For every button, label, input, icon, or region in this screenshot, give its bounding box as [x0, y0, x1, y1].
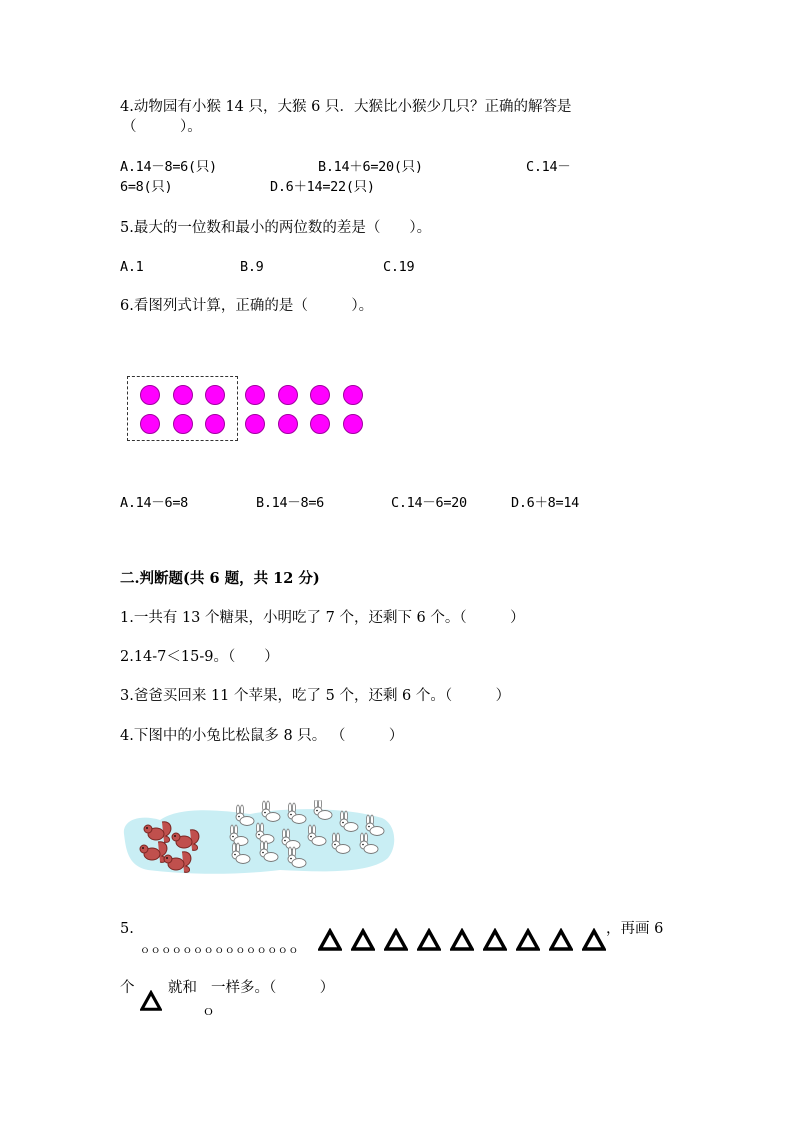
triangle-icon — [582, 928, 606, 952]
q4-option-a: A.14－8=6(只) — [120, 159, 217, 175]
q4-option-d: D.6＋14=22(只) — [270, 179, 375, 195]
section-heading: 二.判断题(共 6 题，共 12 分) — [120, 570, 320, 587]
small-circle: ｏ — [202, 1004, 216, 1019]
triangle-icon — [384, 928, 408, 952]
triangle-icon — [450, 928, 474, 952]
magenta-circle — [245, 414, 265, 434]
judge-4: 4.下图中的小兔比松鼠多 8 只。 （ ） — [120, 728, 404, 744]
q6-option-b: B.14－8=6 — [256, 495, 324, 511]
triangle-icon — [549, 928, 573, 952]
triangle-icon — [483, 928, 507, 952]
judge-5-line2-b: 就和 — [168, 980, 197, 996]
triangle-icon — [140, 990, 162, 1012]
q6-text: 6.看图列式计算，正确的是（ ）。 — [120, 298, 374, 314]
q5-option-c: C.19 — [383, 259, 415, 275]
small-circles-row: ｏｏｏｏｏｏｏｏｏｏｏｏｏｏｏ — [140, 945, 299, 956]
triangle-icon — [417, 928, 441, 952]
judge-3: 3.爸爸买回来 11 个苹果，吃了 5 个，还剩 6 个。（ ） — [120, 688, 511, 704]
q4-option-c: C.14－ — [526, 159, 571, 175]
magenta-circle — [140, 385, 160, 405]
triangle-icon — [318, 928, 342, 952]
triangle-row — [318, 928, 606, 952]
magenta-circle — [173, 414, 193, 434]
judge-5-line2-a: 个 — [120, 980, 135, 996]
magenta-circle — [245, 385, 265, 405]
judge-5-line2-c: 一样多。（ ） — [211, 980, 335, 996]
magenta-circle — [310, 385, 330, 405]
q5-text: 5.最大的一位数和最小的两位数的差是（ ）。 — [120, 220, 432, 236]
q4-text: 4.动物园有小猴 14 只，大猴 6 只．大猴比小猴少几只？正确的解答是 — [120, 99, 572, 115]
magenta-circle — [343, 385, 363, 405]
triangle-icon — [516, 928, 540, 952]
q5-option-b: B.9 — [240, 259, 264, 275]
q4-option-c-cont: 6=8(只) — [120, 179, 173, 195]
magenta-circle — [278, 385, 298, 405]
q6-option-c: C.14－6=20 — [391, 495, 467, 511]
q4-blank: （ ）。 — [122, 119, 202, 135]
q6-option-a: A.14－6=8 — [120, 495, 188, 511]
judge-2: 2.14-7＜15-9。（ ） — [120, 649, 279, 665]
judge-5-tail: ，再画 6 — [606, 921, 664, 937]
magenta-circle — [173, 385, 193, 405]
triangle-icon — [351, 928, 375, 952]
magenta-circle — [140, 414, 160, 434]
magenta-circle — [205, 414, 225, 434]
q4-option-b: B.14＋6=20(只) — [318, 159, 423, 175]
q6-option-d: D.6＋8=14 — [511, 495, 579, 511]
magenta-circle — [278, 414, 298, 434]
squirrel-rabbit-picture — [120, 800, 396, 876]
judge-5-number: 5. — [120, 921, 134, 937]
magenta-circle — [343, 414, 363, 434]
judge-1: 1.一共有 13 个糖果，小明吃了 7 个，还剩下 6 个。（ ） — [120, 610, 525, 626]
q5-option-a: A.1 — [120, 259, 144, 275]
magenta-circle — [205, 385, 225, 405]
magenta-circle — [310, 414, 330, 434]
